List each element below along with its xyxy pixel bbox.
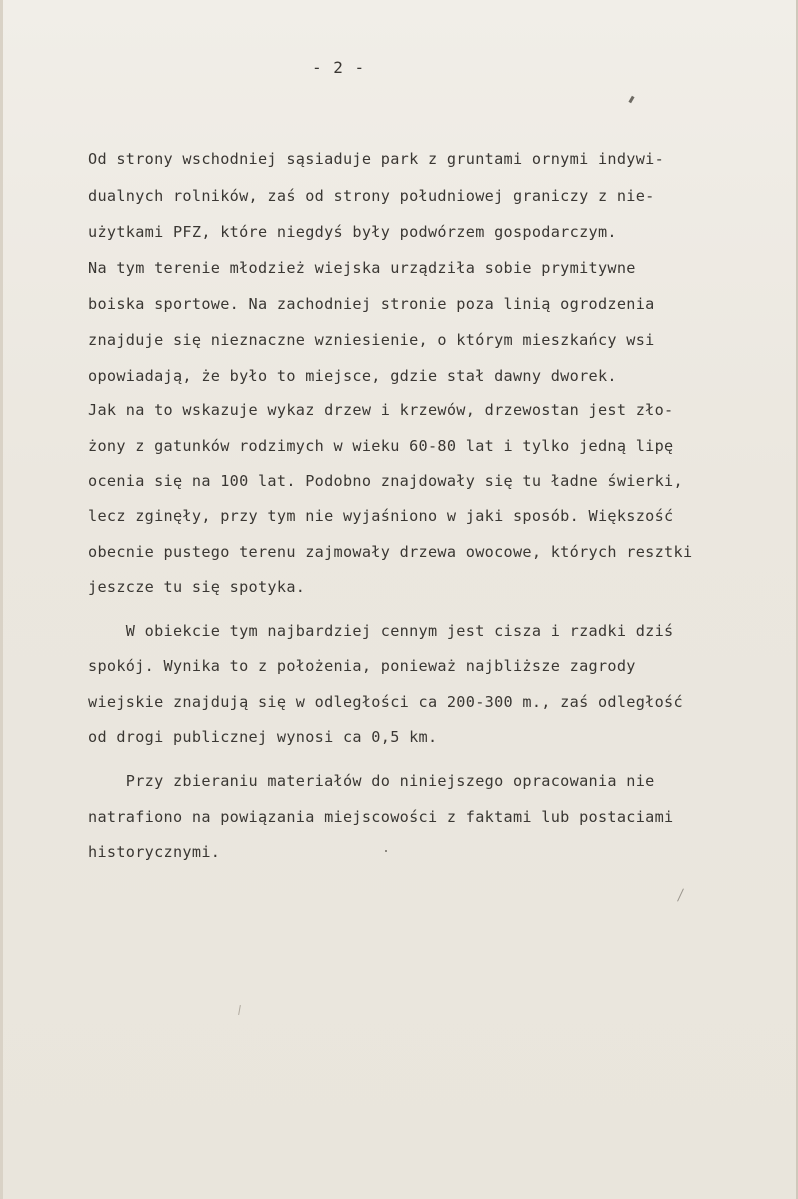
paragraph-1-line-11: lecz zginęły, przy tym nie wyjaśniono w jaki sposób. Większość (88, 507, 674, 525)
paragraph-1-line-9: żony z gatunków rodzimych w wieku 60-80 lat i tylko jedną lipę (88, 437, 674, 455)
paragraph-1-line-10: ocenia się na 100 lat. Podobno znajdowały się tu ładne świerki, (88, 472, 683, 490)
paragraph-1-line-5: boiska sportowe. Na zachodniej stronie poza linią ogrodzenia (88, 295, 655, 313)
paragraph-1-line-6: znajduje się nieznaczne wzniesienie, o którym mieszkańcy wsi (88, 331, 655, 349)
paragraph-2-line-2: spokój. Wynika to z położenia, ponieważ najbliższe zagrody (88, 657, 636, 675)
paragraph-1-line-7: opowiadają, że było to miejsce, gdzie stał dawny dworek. (88, 367, 617, 385)
page-edge-left (0, 0, 3, 1199)
paragraph-2-line-3: wiejskie znajdują się w odległości ca 200-300 m., zaś odległość (88, 693, 683, 711)
stray-mark (677, 888, 684, 901)
stray-mark (628, 96, 634, 104)
paragraph-3-line-2: natrafiono na powiązania miejscowości z faktami lub postaciami (88, 808, 674, 826)
paragraph-3-line-3: historycznymi. (88, 843, 221, 861)
paragraph-3-line-1: Przy zbieraniu materiałów do niniejszego opracowania nie (88, 772, 655, 790)
paragraph-2-line-1: W obiekcie tym najbardziej cennym jest cisza i rzadki dziś (88, 622, 674, 640)
paragraph-1-line-4: Na tym terenie młodzież wiejska urządziła sobie prymitywne (88, 259, 636, 277)
page-number: - 2 - (312, 58, 366, 77)
paragraph-1-line-8: Jak na to wskazuje wykaz drzew i krzewów, drzewostan jest zło- (88, 401, 674, 419)
paragraph-1-line-13: jeszcze tu się spotyka. (88, 578, 306, 596)
paragraph-1-line-3: użytkami PFZ, które niegdyś były podwórzem gospodarczym. (88, 223, 617, 241)
paragraph-2-line-4: od drogi publicznej wynosi ca 0,5 km. (88, 728, 438, 746)
stray-mark (238, 1005, 241, 1015)
paragraph-1-line-2: dualnych rolników, zaś od strony południowej graniczy z nie- (88, 187, 655, 205)
stray-dot (385, 850, 387, 852)
paragraph-1-line-1: Od strony wschodniej sąsiaduje park z gruntami ornymi indywi- (88, 150, 665, 168)
paragraph-1-line-12: obecnie pustego terenu zajmowały drzewa owocowe, których resztki (88, 543, 693, 561)
